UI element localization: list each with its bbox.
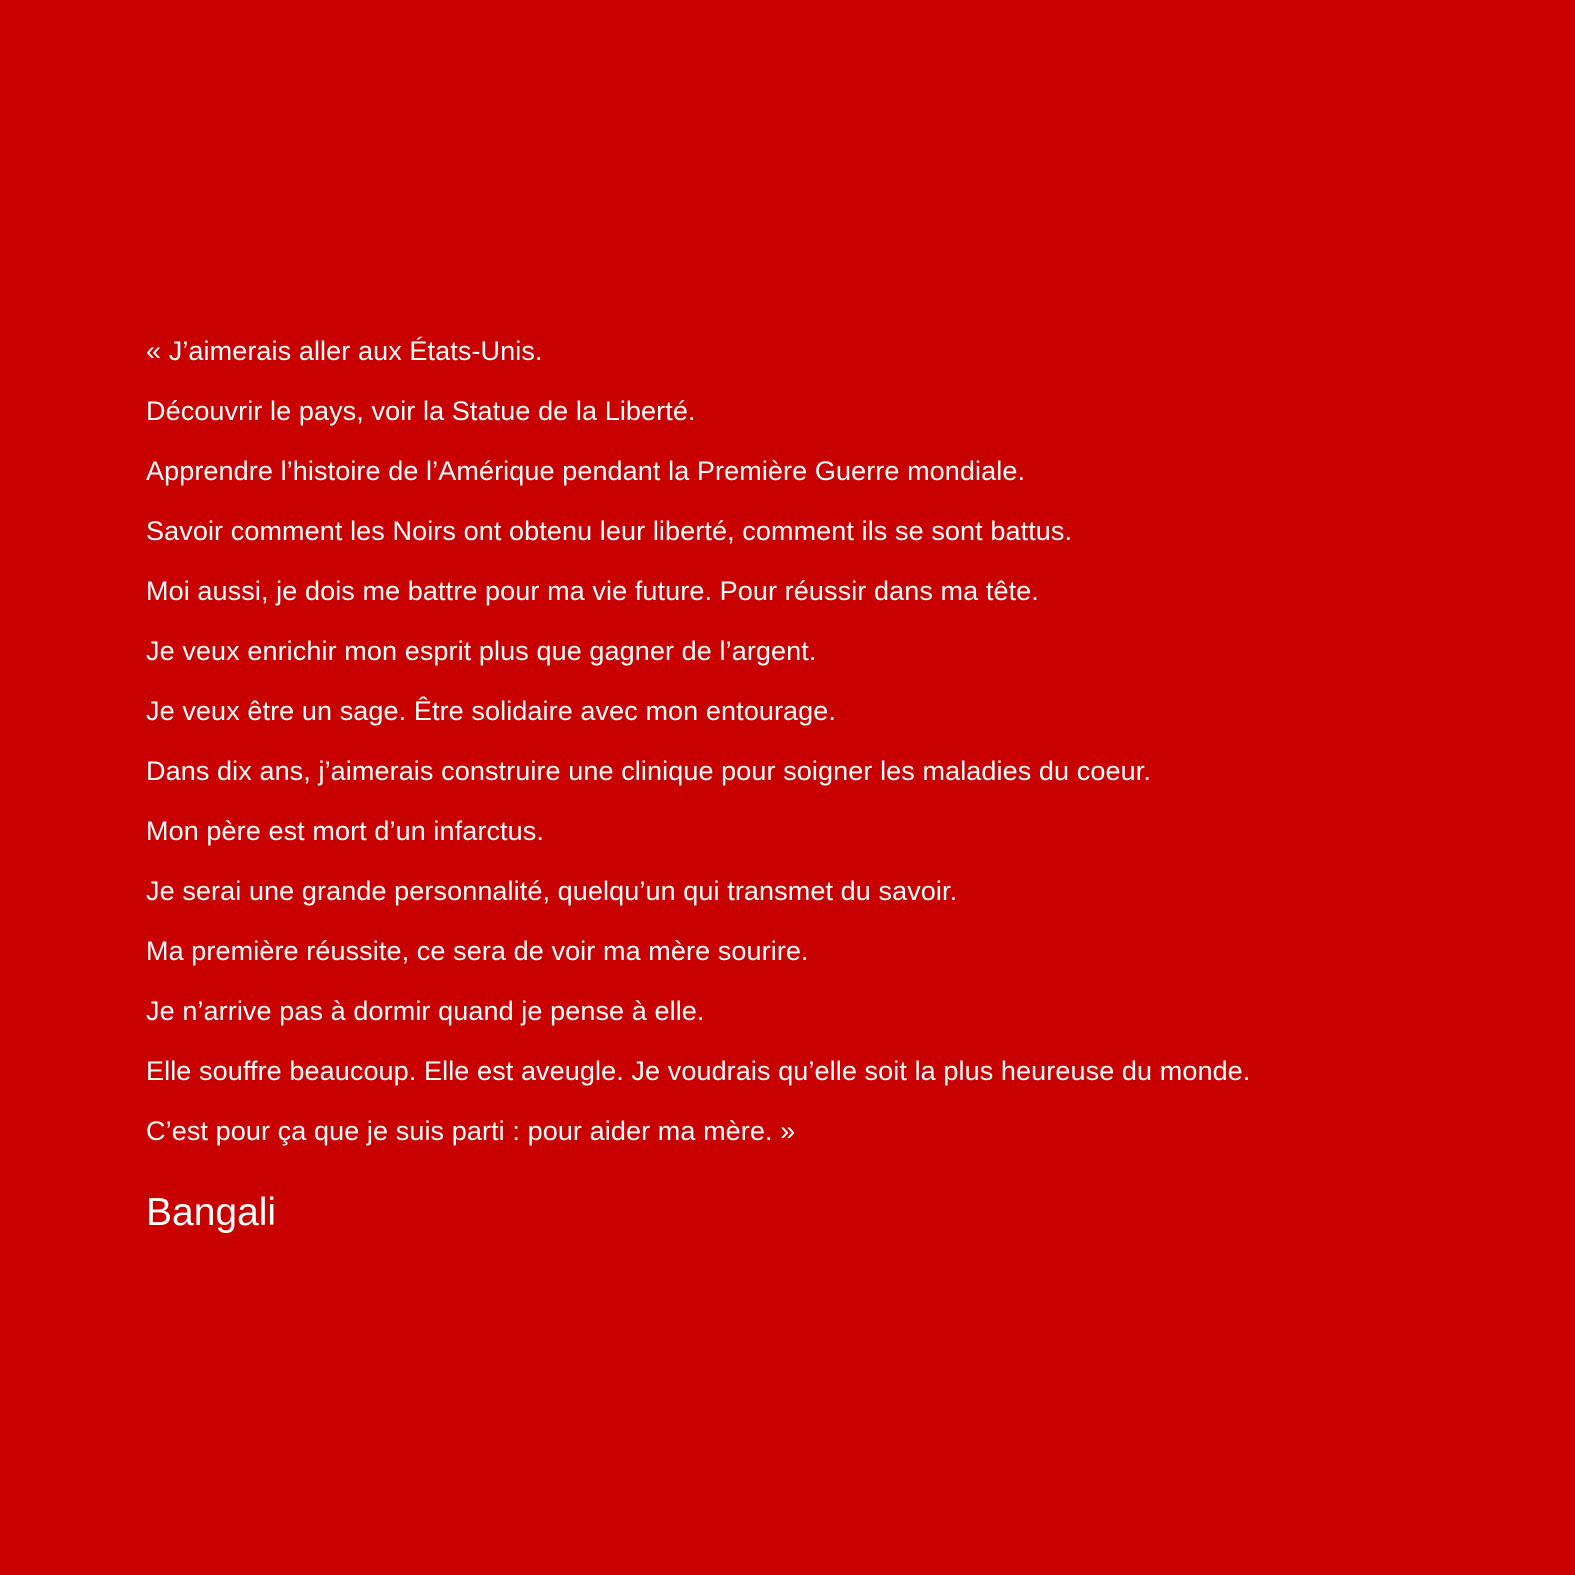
quote-line: C’est pour ça que je suis parti : pour aider ma mère. » — [146, 1116, 796, 1146]
quote-line: Je veux être un sage. Être solidaire avec mon entourage. — [146, 696, 836, 726]
author-name: Bangali — [146, 1191, 277, 1234]
quote-line: Ma première réussite, ce sera de voir ma mère sourire. — [146, 936, 809, 966]
quote-line: Je serai une grande personnalité, quelqu’un qui transmet du savoir. — [146, 876, 958, 906]
quote-line: Apprendre l’histoire de l’Amérique pendant la Première Guerre mondiale. — [146, 456, 1026, 486]
quote-line: Elle souffre beaucoup. Elle est aveugle. Je voudrais qu’elle soit la plus heureuse du monde. — [146, 1056, 1251, 1086]
quote-line: Mon père est mort d’un infarctus. — [146, 816, 544, 846]
quote-line: Dans dix ans, j’aimerais construire une clinique pour soigner les maladies du coeur. — [146, 756, 1151, 786]
quote-line: « J’aimerais aller aux États-Unis. — [146, 336, 543, 366]
quote-line: Je veux enrichir mon esprit plus que gagner de l’argent. — [146, 636, 817, 666]
quote-line: Découvrir le pays, voir la Statue de la Liberté. — [146, 396, 696, 426]
quote-line: Savoir comment les Noirs ont obtenu leur liberté, comment ils se sont battus. — [146, 516, 1073, 546]
quote-line: Moi aussi, je dois me battre pour ma vie future. Pour réussir dans ma tête. — [146, 576, 1039, 606]
quote-block — [146, 336, 1546, 1146]
quote-line: Je n’arrive pas à dormir quand je pense à elle. — [146, 996, 705, 1026]
